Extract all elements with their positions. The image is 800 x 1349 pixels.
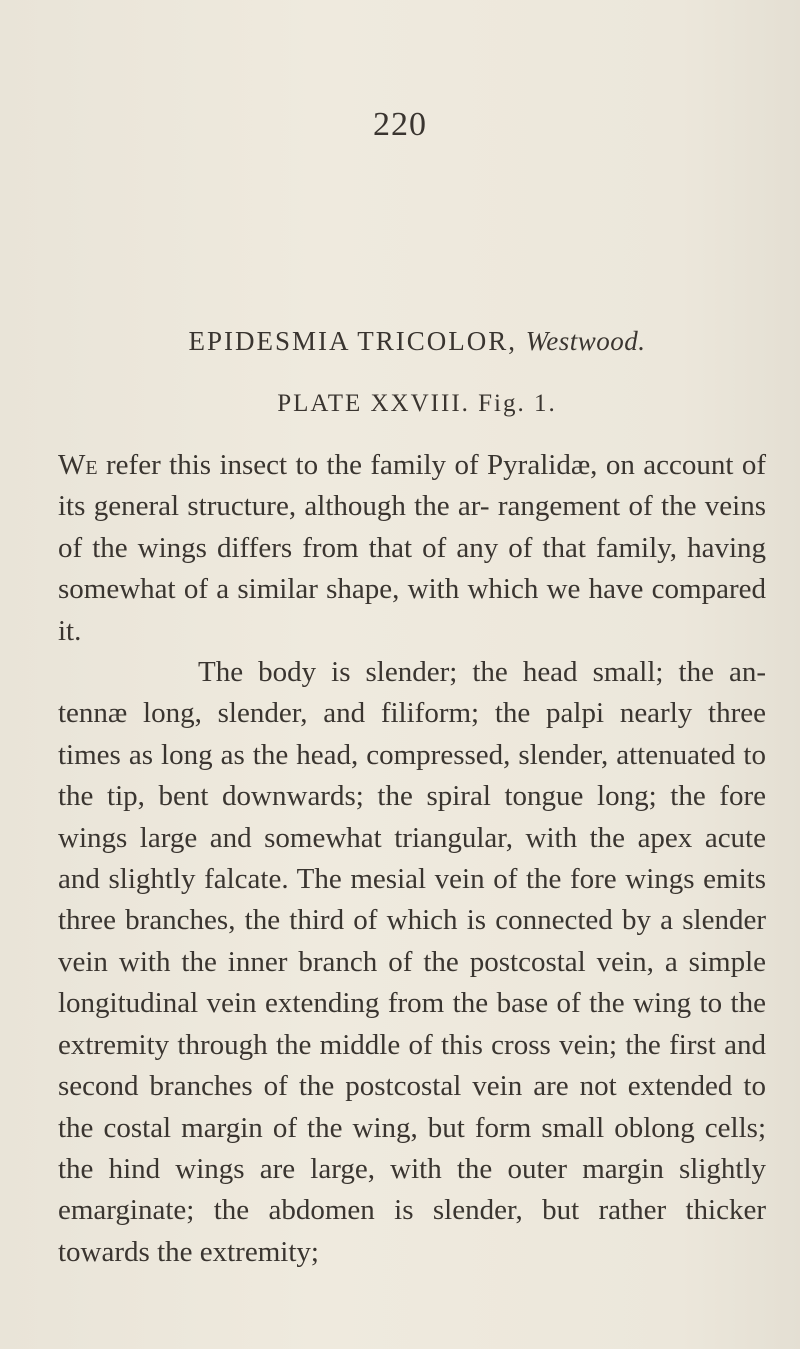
species-name: EPIDESMIA TRICOLOR, bbox=[188, 326, 517, 356]
species-heading bbox=[72, 326, 762, 357]
plate-reference: PLATE XXVIII. Fig. 1. bbox=[277, 390, 557, 417]
page-number: 220 bbox=[373, 106, 427, 143]
description-text bbox=[58, 445, 766, 1273]
paragraph-lead-word: We bbox=[58, 449, 98, 481]
paragraph-1 bbox=[58, 445, 766, 652]
paragraph-1-text: refer this insect to the family of Pyralidæ, on account of its general structure, although the ar- rangement of the veins of the wings differs from that of any of that family, having somewhat of a similar shape, with which we have compared it. bbox=[58, 449, 767, 647]
paragraph-2: The body is slender; the head small; the an- tennæ long, slender, and filiform; the palpi nearly three times as long as the head, compressed, slender, attenuated to the tip, bent downwards; the spiral tongue long; the fore wings large and somewhat triangular, with the apex acute and slightly falcate. The mesial vein of the fore wings emits three branches, the third of which is connected by a slender vein with the inner branch of the postcostal vein, a simple longitudinal vein extending from the base of the wing to the extremity through the middle of this cross vein; the first and second branches of the postcostal vein are not extended to the costal margin of the wing, but form small oblong cells; the hind wings are large, with the outer margin slightly emarginate; the abdomen is slender, but rather thicker towards the extremity; bbox=[58, 656, 766, 1268]
species-author: Westwood. bbox=[525, 326, 646, 356]
